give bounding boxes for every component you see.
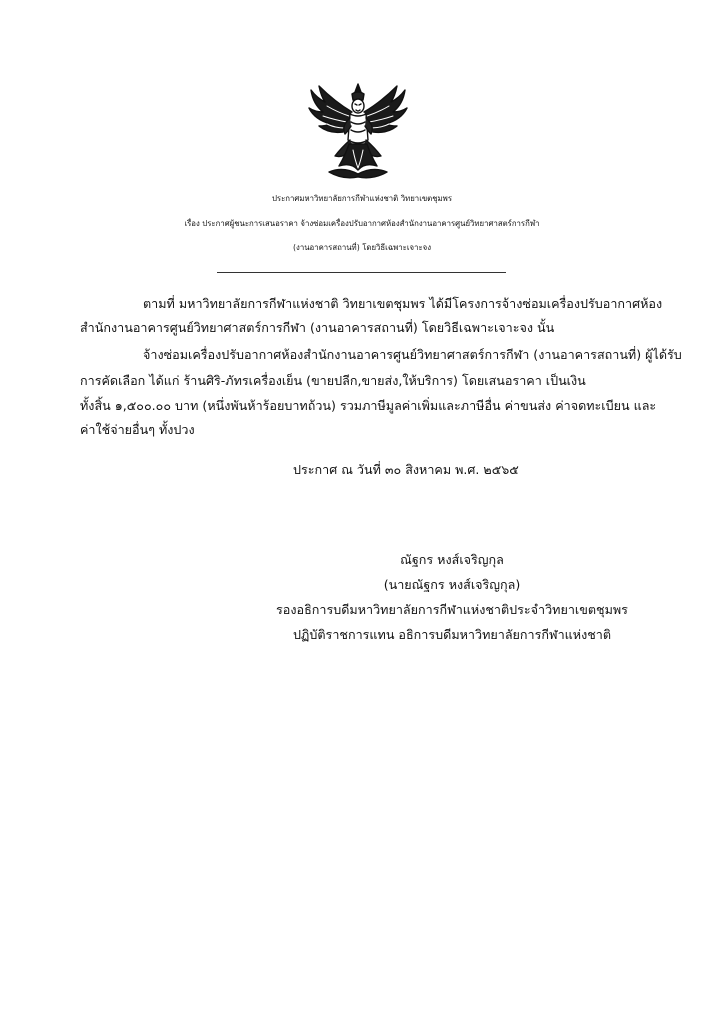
paragraph-2-line-2: การคัดเลือก ได้แก่ ร้านศิริ-ภัทรเครื่องเย็น (ขายปลีก,ขายส่ง,ให้บริการ) โดยเสนอราคา เป็นเงิน xyxy=(80,373,586,388)
signature-position-1: รองอธิการบดีมหาวิทยาลัยการกีฬาแห่งชาติประจำวิทยาเขตชุมพร xyxy=(276,602,628,617)
garuda-emblem-icon xyxy=(305,82,411,182)
signature-name: ณัฐกร หงส์เจริญกุล xyxy=(400,552,504,567)
announcement-title: ประกาศมหาวิทยาลัยการกีฬาแห่งชาติ วิทยาเขตชุมพร xyxy=(271,194,453,203)
subject-line-1: เรื่อง ประกาศผู้ชนะการเสนอราคา จ้างซ่อมเครื่องปรับอากาศห้องสำนักงานอาคารศูนย์วิทยาศาสตร์การกีฬา xyxy=(184,219,540,228)
signature-position-2: ปฏิบัติราชการแทน อธิการบดีมหาวิทยาลัยการกีฬาแห่งชาติ xyxy=(292,627,612,642)
announcement-date: ประกาศ ณ วันที่ ๓๐ สิงหาคม พ.ศ. ๒๕๖๕ xyxy=(293,462,519,477)
paragraph-2-line-1: จ้างซ่อมเครื่องปรับอากาศห้องสำนักงานอาคารศูนย์วิทยาศาสตร์การกีฬา (งานอาคารสถานที่) ผู้ได้รับ xyxy=(143,347,682,362)
paragraph-1-line-2: สำนักงานอาคารศูนย์วิทยาศาสตร์การกีฬา (งานอาคารสถานที่) โดยวิธีเฉพาะเจาะจง นั้น xyxy=(80,320,555,335)
separator-rule xyxy=(217,272,506,273)
subject-line-2: (งานอาคารสถานที่) โดยวิธีเฉพาะเจาะจง xyxy=(292,243,432,252)
signature-full-name: (นายณัฐกร หงส์เจริญกุล) xyxy=(383,577,521,592)
paragraph-2-line-4: ค่าใช้จ่ายอื่นๆ ทั้งปวง xyxy=(80,422,195,437)
paragraph-2-line-3: ทั้งสิ้น ๑,๕๐๐.๐๐ บาท (หนึ่งพันห้าร้อยบาทถ้วน) รวมภาษีมูลค่าเพิ่มและภาษีอื่น ค่าขนส่ง ค่าจดทะเบียน และ xyxy=(80,398,657,413)
paragraph-1-line-1: ตามที่ มหาวิทยาลัยการกีฬาแห่งชาติ วิทยาเขตชุมพร ได้มีโครงการจ้างซ่อมเครื่องปรับอากาศห้อง xyxy=(143,296,663,311)
